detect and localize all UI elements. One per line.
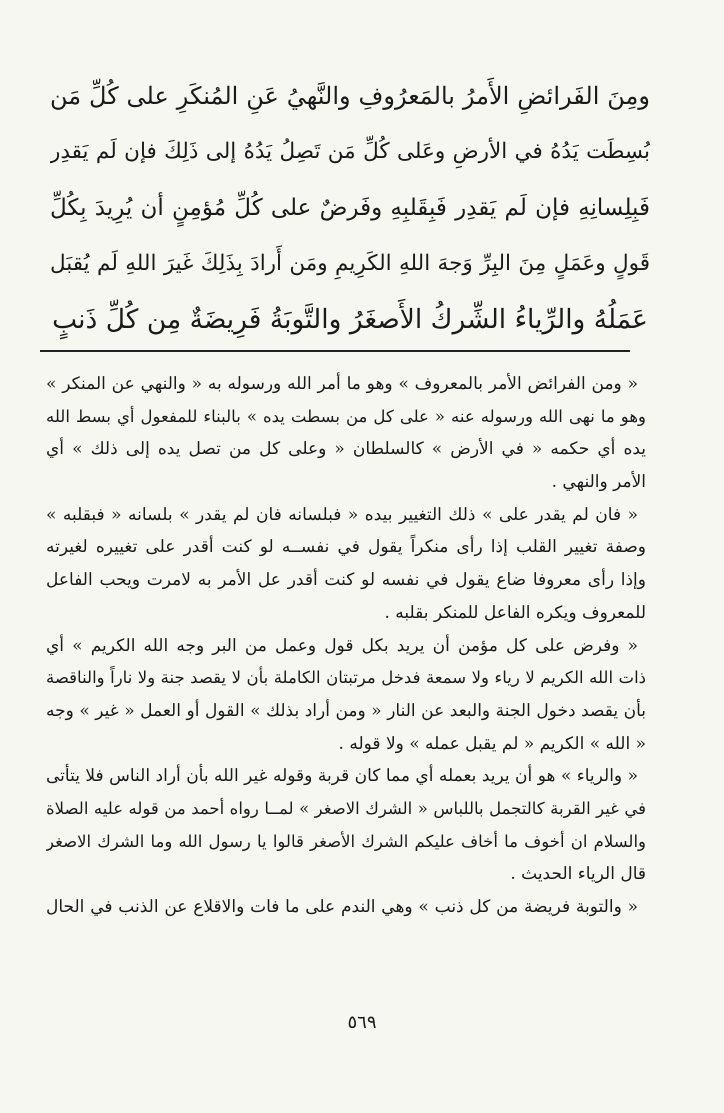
commentary-line: وصفة تغيير القلب إذا رأى منكراً يقول في نفســه لو كنت أقدر على تغييره لغيرته — [46, 537, 646, 558]
commentary-line: قال الرياء الحديث . — [510, 864, 646, 885]
commentary-line: يده أي حكمه « في الأرض » كالسلطان « وعلى كل من تصل يده إلى ذلك » أي — [46, 439, 646, 460]
commentary-line: « ومن الفرائض الأمر بالمعروف » وهو ما أمر الله ورسوله به « والنهي عن المنكر » — [46, 374, 638, 394]
commentary-line: ذات الله الكريم لا رياء ولا سمعة فدخل مرتبتان الكاملة بأن لا يقصد جنة ولا ناراً والناقصة — [46, 668, 646, 688]
main-text-line: فَبِلِسانِهِ فإن لَم يَقدِر فَبِقَلبِهِ وفَرضٌ على كُلِّ مُؤمِنٍ أن يُرِيدَ بِكُلِّ — [50, 195, 650, 221]
commentary-line: للمعروف ويكره الفاعل للمنكر بقلبه . — [384, 602, 646, 623]
page-number: ٥٦٩ — [347, 1012, 377, 1033]
main-text-block — [50, 68, 650, 348]
commentary-line: وهو ما نهى الله ورسوله عنه « على كل من بسطت يده » بالبناء للمفعول أي بسط الله — [46, 406, 646, 426]
commentary-line: « والتوبة فريضة من كل ذنب » وهي الندم على ما فات والاقلاع عن الذنب في الحال — [46, 897, 638, 917]
main-text-line: قَولٍ وعَمَلٍ مِنَ البِرِّ وَجهَ اللهِ الكَرِيمِ ومَن أَرادَ بِذَلِكَ غَيرَ اللهِ لَم يُقبَل — [50, 251, 650, 276]
commentary-line: « وفرض على كل مؤمن أن يريد بكل قول وعمل من البر وجه الله الكريم » أي — [46, 635, 638, 656]
commentary-line: الأمر والنهي . — [551, 472, 646, 493]
section-divider — [40, 350, 630, 352]
commentary-line: والسلام ان أخوف ما أخاف عليكم الشرك الأصغر قالوا يا رسول الله وما الشرك الاصغر — [46, 831, 646, 851]
main-text-line: عَمَلُهُ والرِّياءُ الشِّركُ الأَصغَرُ والتَّوبَةُ فَرِيضَةٌ مِن كُلِّ ذَنبٍ — [52, 304, 648, 335]
commentary-block — [46, 368, 646, 924]
commentary-line: في غير القربة كالتجمل باللباس « الشرك الاصغر » لمــا رواه أحمد من قوله عليه الصلاة — [46, 798, 646, 818]
commentary-line: بأن يقصد دخول الجنة والبعد عن النار « ومن أراد بذلك » القول أو العمل « غير » وجه — [46, 700, 646, 721]
commentary-line: « فان لم يقدر على » ذلك التغيير بيده « فبلسانه فان لم يقدر » بلسانه « فبقلبه » — [46, 504, 638, 525]
commentary-line: وإذا رأى معروفا ضاع يقول في نفسه لو كنت أقدر عل الأمر به لامرت ويحب الفاعل — [46, 570, 646, 591]
main-text-line: ومِنَ الفَرائضِ الأَمرُ بالمَعرُوفِ والنَّهيُ عَنِ المُنكَرِ على كُلِّ مَن — [50, 82, 650, 110]
commentary-line: « والرياء » هو أن يريد بعمله أي مما كان قربة وقوله غير الله بأن أراد الناس فلا يتأتى — [46, 766, 638, 787]
commentary-line: « الله » الكريم « لم يقبل عمله » ولا قوله . — [338, 733, 646, 754]
main-text-line: بُسِطَت يَدُهُ في الأرضِ وعَلى كُلِّ مَن تَصِلُ يَدُهُ إلى ذَلِكَ فإن لَم يَقدِر — [50, 139, 650, 164]
